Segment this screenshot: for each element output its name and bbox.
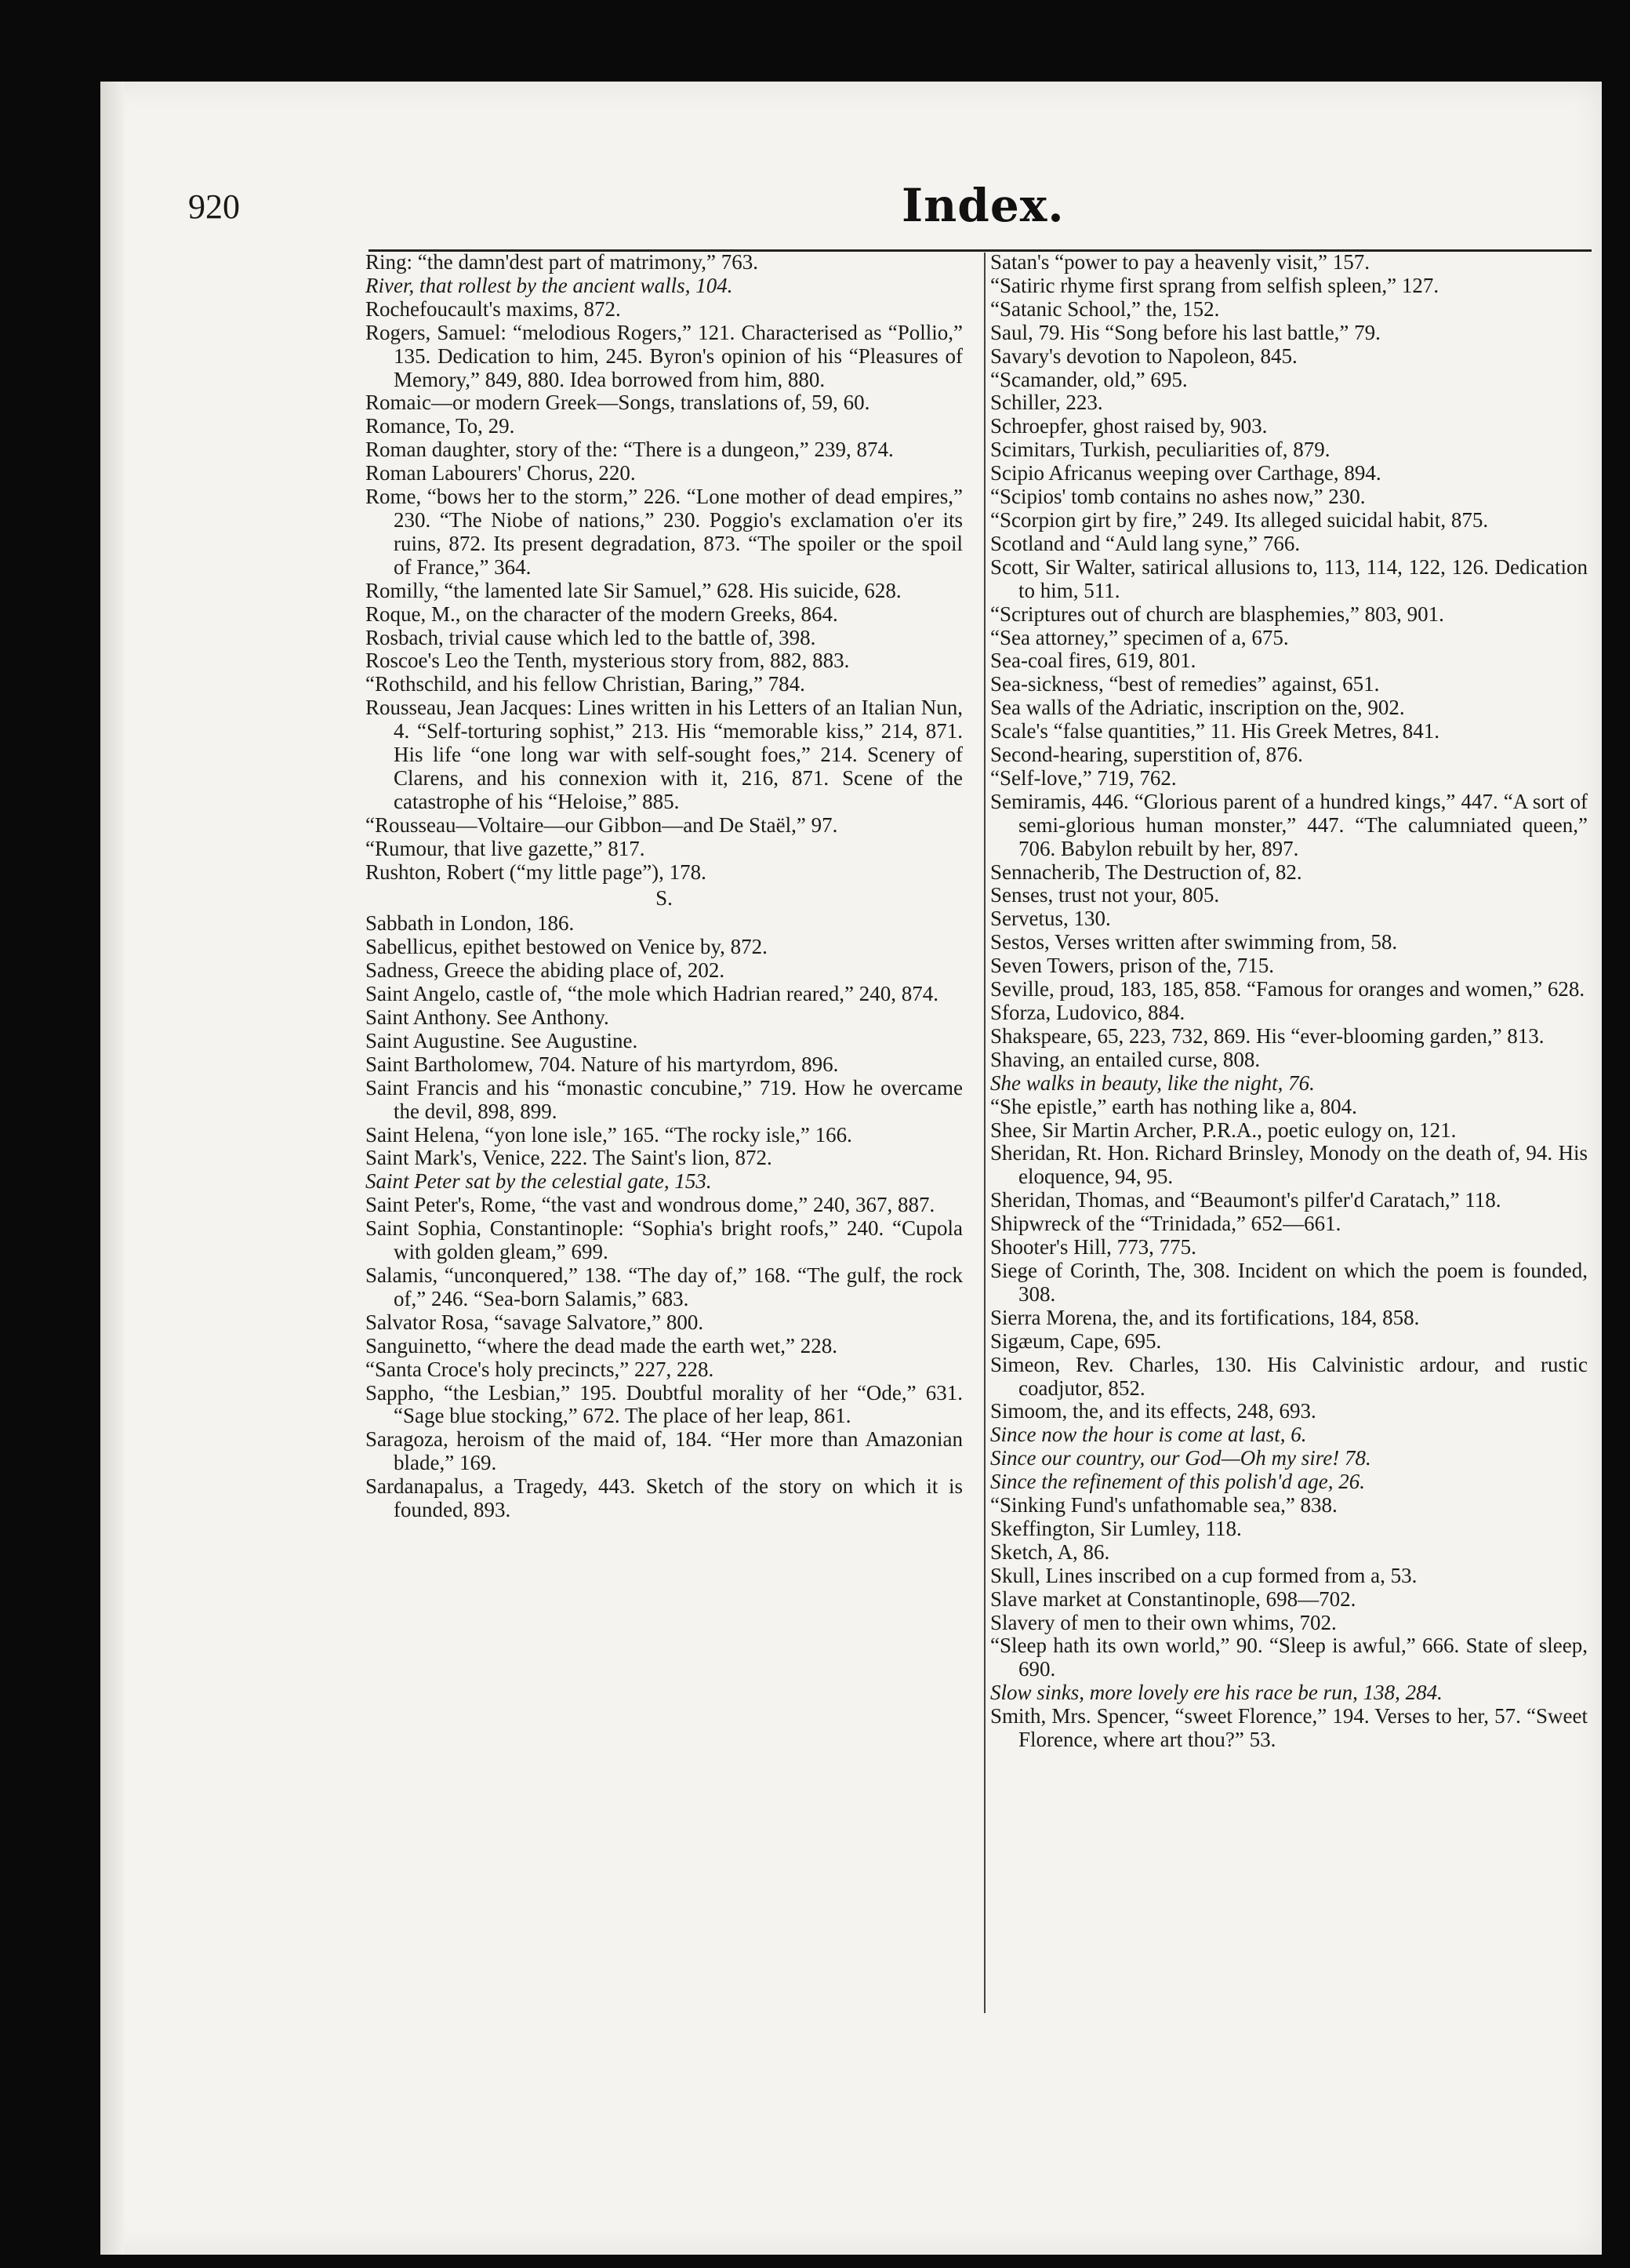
index-entry: Sanguinetto, “where the dead made the earth wet,” 228. [365,1333,838,1358]
index-entry: Sadness, Greece the abiding place of, 202. [365,958,725,983]
index-entry: Sketch, A, 86. [990,1539,1110,1564]
index-entry: “Sea attorney,” specimen of a, 675. [990,625,1289,649]
page-edge [100,82,124,2255]
index-entry: “Santa Croce's holy precincts,” 227, 228. [365,1357,714,1381]
column-divider [984,253,986,2013]
index-entry: Since now the hour is come at last, 6. [990,1423,1307,1447]
index-entry: Sea-coal fires, 619, 801. [990,649,1196,673]
index-entry: “Scorpion girt by fire,” 249. Its alleged suicidal habit, 875. [990,507,1489,532]
index-entry: Sabellicus, epithet bestowed on Venice by, 872. [365,935,768,959]
index-entry: Roman Labourers' Chorus, 220. [365,461,636,485]
index-entry: Sea walls of the Adriatic, inscription on the, 902. [990,696,1405,720]
index-entry: She walks in beauty, like the night, 76. [990,1070,1315,1095]
index-entry: Saint Augustine. See Augustine. [365,1028,638,1052]
index-entry: “Satiric rhyme first sprang from selfish spleen,” 127. [990,273,1439,297]
index-entry: Servetus, 130. [990,907,1111,931]
index-entry: “Scamander, old,” 695. [990,367,1188,391]
index-entry: “Self-love,” 719, 762. [990,765,1177,790]
index-entry: Sappho, “the Lesbian,” 195. Doubtful morality of her “Ode,” 631. “Sage blue stocking,” 672. The place of her leap, 861. [365,1380,963,1428]
index-entry: Romaic—or modern Greek—Songs, translations of, 59, 60. [365,391,870,415]
index-entry: Romilly, “the lamented late Sir Samuel,” 628. His suicide, 628. [365,578,902,602]
index-entry: Saint Francis and his “monastic concubine,” 719. How he overcame the devil, 898, 899. [365,1075,963,1123]
index-entry: Salvator Rosa, “savage Salvatore,” 800. [365,1310,704,1334]
index-entry: Roman daughter, story of the: “There is a dungeon,” 239, 874. [365,438,894,462]
index-entry: Saint Bartholomew, 704. Nature of his martyrdom, 896. [365,1052,839,1076]
index-entry: Rousseau, Jean Jacques: Lines written in his Letters of an Italian Nun, 4. “Self-torturing sophist,” 213. His “memorable kiss,” 214, 871. His life “one long war with self-sought foes,” 214. Scenery of Clarens, and his connexion with it, 216, 871. Scene of the catastrophe of his “Heloise,” 885. [365,696,963,813]
index-entry: Satan's “power to pay a heavenly visit,” 157. [990,250,1370,274]
index-entry: “Satanic School,” the, 152. [990,296,1220,321]
index-entry: Scale's “false quantities,” 11. His Greek Metres, 841. [990,719,1439,743]
index-entry: Salamis, “unconquered,” 138. “The day of,” 168. “The gulf, the rock of,” 246. “Sea-born Salamis,” 683. [365,1263,963,1310]
index-entry: Shakspeare, 65, 223, 732, 869. His “ever-blooming garden,” 813. [990,1023,1545,1048]
index-entry: Since our country, our God—Oh my sire! 78. [990,1446,1371,1470]
index-entry: Roscoe's Leo the Tenth, mysterious story from, 882, 883. [365,649,850,673]
index-entry: “Scipios' tomb contains no ashes now,” 230. [990,485,1366,509]
index-entry: Simoom, the, and its effects, 248, 693. [990,1399,1316,1423]
index-entry: Shaving, an entailed curse, 808. [990,1047,1261,1071]
index-entry: Sennacherib, The Destruction of, 82. [990,860,1302,884]
index-entry: Sheridan, Thomas, and “Beaumont's pilfer'd Caratach,” 118. [990,1188,1501,1212]
index-entry: Siege of Corinth, The, 308. Incident on which the poem is founded, 308. [990,1258,1588,1306]
index-entry: “Rousseau—Voltaire—our Gibbon—and De Staël,” 97. [365,812,838,837]
index-entry: Sforza, Ludovico, 884. [990,1001,1185,1024]
index-entry: Skeffington, Sir Lumley, 118. [990,1516,1242,1540]
index-entry: Saul, 79. His “Song before his last battle,” 79. [990,320,1381,344]
index-entry: Slow sinks, more lovely ere his race be run, 138, 284. [990,1681,1443,1705]
index-entry: Saint Peter sat by the celestial gate, 153. [365,1169,712,1194]
index-entry: Saint Anthony. See Anthony. [365,1005,609,1029]
index-entry: Scipio Africanus weeping over Carthage, 894. [990,461,1381,485]
index-entry: Ring: “the damn'dest part of matrimony,” 763. [365,250,759,274]
index-entry: Saint Peter's, Rome, “the vast and wondrous dome,” 240, 367, 887. [365,1193,935,1217]
index-entry: “Sleep hath its own world,” 90. “Sleep is awful,” 666. State of sleep, 690. [990,1634,1588,1681]
index-entry: Senses, trust not your, 805. [990,883,1220,907]
index-entry: Slavery of men to their own whims, 702. [990,1610,1337,1634]
index-entry: Scott, Sir Walter, satirical allusions to, 113, 114, 122, 126. Dedication to him, 511. [990,554,1588,602]
index-entry: Shee, Sir Martin Archer, P.R.A., poetic eulogy on, 121. [990,1118,1457,1142]
index-entry: Since the refinement of this polish'd age, 26. [990,1470,1365,1494]
index-entry: Schroepfer, ghost raised by, 903. [990,414,1268,438]
index-entry: Rogers, Samuel: “melodious Rogers,” 121. Characterised as “Pollio,” 135. Dedication to him, 245. Byron's opinion of his “Pleasures of Memory,” 849, 880. Idea borrowed from him, 880. [365,320,963,391]
index-entry: Simeon, Rev. Charles, 130. His Calvinistic ardour, and rustic coadjutor, 852. [990,1352,1588,1400]
index-column-right [990,251,1588,1752]
page-number: 920 [188,187,240,226]
section-letter: S. [655,886,673,910]
index-entry: Rosbach, trivial cause which led to the battle of, 398. [365,625,816,649]
index-entry: Semiramis, 446. “Glorious parent of a hundred kings,” 447. “A sort of semi-glorious human monster,” 447. “The calumniated queen,” 706. Babylon rebuilt by her, 897. [990,789,1588,860]
index-entry: Schiller, 223. [990,391,1103,415]
index-entry: Smith, Mrs. Spencer, “sweet Florence,” 194. Verses to her, 57. “Sweet Florence, where art thou?” 53. [990,1704,1588,1752]
index-entry: Skull, Lines inscribed on a cup formed from a, 53. [990,1563,1418,1587]
index-entry: Sheridan, Rt. Hon. Richard Brinsley, Monody on the death of, 94. His eloquence, 94, 95. [990,1141,1588,1189]
index-entry: Scotland and “Auld lang syne,” 766. [990,531,1301,555]
index-entry: Saint Angelo, castle of, “the mole which Hadrian reared,” 240, 874. [365,982,939,1006]
index-entry: Shipwreck of the “Trinidada,” 652—661. [990,1212,1341,1236]
index-entry: Seville, proud, 183, 185, 858. “Famous for oranges and women,” 628. [990,977,1585,1001]
index-entry: “She epistle,” earth has nothing like a, 804. [990,1094,1357,1118]
index-entry: Rochefoucault's maxims, 872. [365,296,621,321]
index-entry: “Rothschild, and his fellow Christian, Baring,” 784. [365,672,805,696]
index-entry: Saint Helena, “yon lone isle,” 165. “The rocky isle,” 166. [365,1122,852,1147]
index-entry: Sea-sickness, “best of remedies” against, 651. [990,672,1380,696]
index-entry: Shooter's Hill, 773, 775. [990,1235,1196,1259]
index-entry: Sabbath in London, 186. [365,911,575,936]
index-column-left [365,251,963,1522]
index-entry: “Sinking Fund's unfathomable sea,” 838. [990,1493,1338,1517]
index-entry: Romance, To, 29. [365,414,515,438]
index-entry: Roque, M., on the character of the modern Greeks, 864. [365,602,838,626]
index-entry: Second-hearing, superstition of, 876. [990,743,1303,767]
index-entry: Saint Mark's, Venice, 222. The Saint's lion, 872. [365,1146,772,1170]
index-entry: Sierra Morena, the, and its fortifications, 184, 858. [990,1305,1420,1329]
index-entry: Rome, “bows her to the storm,” 226. “Lone mother of dead empires,” 230. “The Niobe of nations,” 230. Poggio's exclamation o'er its ruins, 872. Its present degradation, 873. “The spoiler or the spoil of France,” 364. [365,485,963,579]
index-entry: “Rumour, that live gazette,” 817. [365,836,645,860]
page-heading: Index. [902,179,1065,232]
index-entry: Sigæum, Cape, 695. [990,1328,1162,1353]
index-entry: Saragoza, heroism of the maid of, 184. “Her more than Amazonian blade,” 169. [365,1427,963,1475]
index-entry: Saint Sophia, Constantinople: “Sophia's bright roofs,” 240. “Cupola with golden gleam,” 699. [365,1216,963,1264]
index-entry: Savary's devotion to Napoleon, 845. [990,343,1298,368]
index-entry: River, that rollest by the ancient walls, 104. [365,273,733,297]
index-entry: Rushton, Robert (“my little page”), 178. [365,860,706,884]
index-entry: Sestos, Verses written after swimming from, 58. [990,930,1398,954]
index-entry: Scimitars, Turkish, peculiarities of, 879. [990,438,1331,462]
index-entry: Sardanapalus, a Tragedy, 443. Sketch of the story on which it is founded, 893. [365,1474,963,1522]
index-entry: Seven Towers, prison of the, 715. [990,954,1275,978]
index-entry: Slave market at Constantinople, 698—702. [990,1587,1356,1611]
index-entry: “Scriptures out of church are blasphemies,” 803, 901. [990,602,1444,626]
